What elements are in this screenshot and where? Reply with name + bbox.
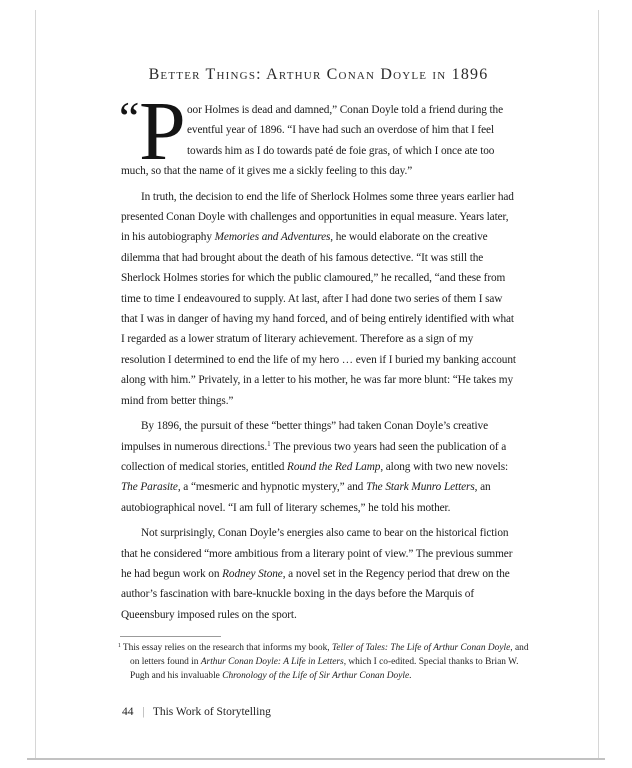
drop-cap-letter: P [139,85,186,178]
page-number: 44 [122,706,134,718]
book-page [35,10,599,758]
footnote-separator [120,636,221,637]
paragraph-opening [119,85,516,182]
paragraph-by-1896: By 1896, the pursuit of these “better things” had taken Conan Doyle’s creative impulses in numerous directions.$^1$ The previous two years had seen the publication of a collection of medical stories, entitled Round the Red Lamp, along with two new novels: The Parasite, a “mesmeric and hypnotic mystery,” and The Stark Munro Letters, an autobiographical novel. “I am full of literary schemes,” he told his mother. [121,420,509,514]
paragraph-not-surprisingly: Not surprisingly, Conan Doyle’s energies also came to bear on the historical fiction that he considered “more ambitious from a literary point of view.” The previous summer he had begun work on Rodney Stone, a novel set in the Regency period that drew on the author’s fascination with bare-knuckle boxing in the days before the Marquis of Queensbury imposed rules on the sport. [121,527,513,621]
drop-cap-block [119,85,186,178]
paragraph-text: oor Holmes is dead and damned,” Conan Doyle told a friend during the eventful year of 1896. “I have had such an overdose of him that I feel towards him as I do towards paté de foie gras, of which I once ate too much, so that the name of it gives me a sickly feeling to this day.” [121,104,504,178]
opening-quote-mark: “ [119,92,140,143]
page-content [121,66,516,630]
paragraph-in-truth: In truth, the decision to end the life of Sherlock Holmes some three years earlier had presented Conan Doyle with challenges and opportunities in equal measure. Years later, in his autobiography Memories and Adventures, he would elaborate on the creative dilemma that had brought about the death of his famous detective. “It was still the Sherlock Holmes stories for which the public clamoured,” he recalled, “and these from time to time I endeavoured to supply. At last, after I had done two series of them I saw that I was in danger of having my hand forced, and of being entirely identified with what I regarded as a lower stratum of literary achievement. Therefore as a sign of my resolution I determined to end the life of my hero … even if I buried my banking account along with him.” Privately, in a letter to his mother, he was far more blunt: “He takes my mind from better things.” [121,190,516,407]
page-bottom-edge [27,758,605,760]
book-title: This Work of Storytelling [152,706,271,718]
chapter-title: Better Things: Arthur Conan Doyle in 1896 [148,66,489,83]
page-footer [122,706,271,718]
footer-separator: | [142,706,145,718]
footnote: $^1$ This essay relies on the research that informs my book, Teller of Tales: The Life of Arthur Conan Doyle, and on letters found in Arthur Conan Doyle: A Life in Letters, which I co-edited. Special thanks to Brian W. Pugh and his invaluable Chronology of the Life of Sir Arthur Conan Doyle. [118,643,529,681]
